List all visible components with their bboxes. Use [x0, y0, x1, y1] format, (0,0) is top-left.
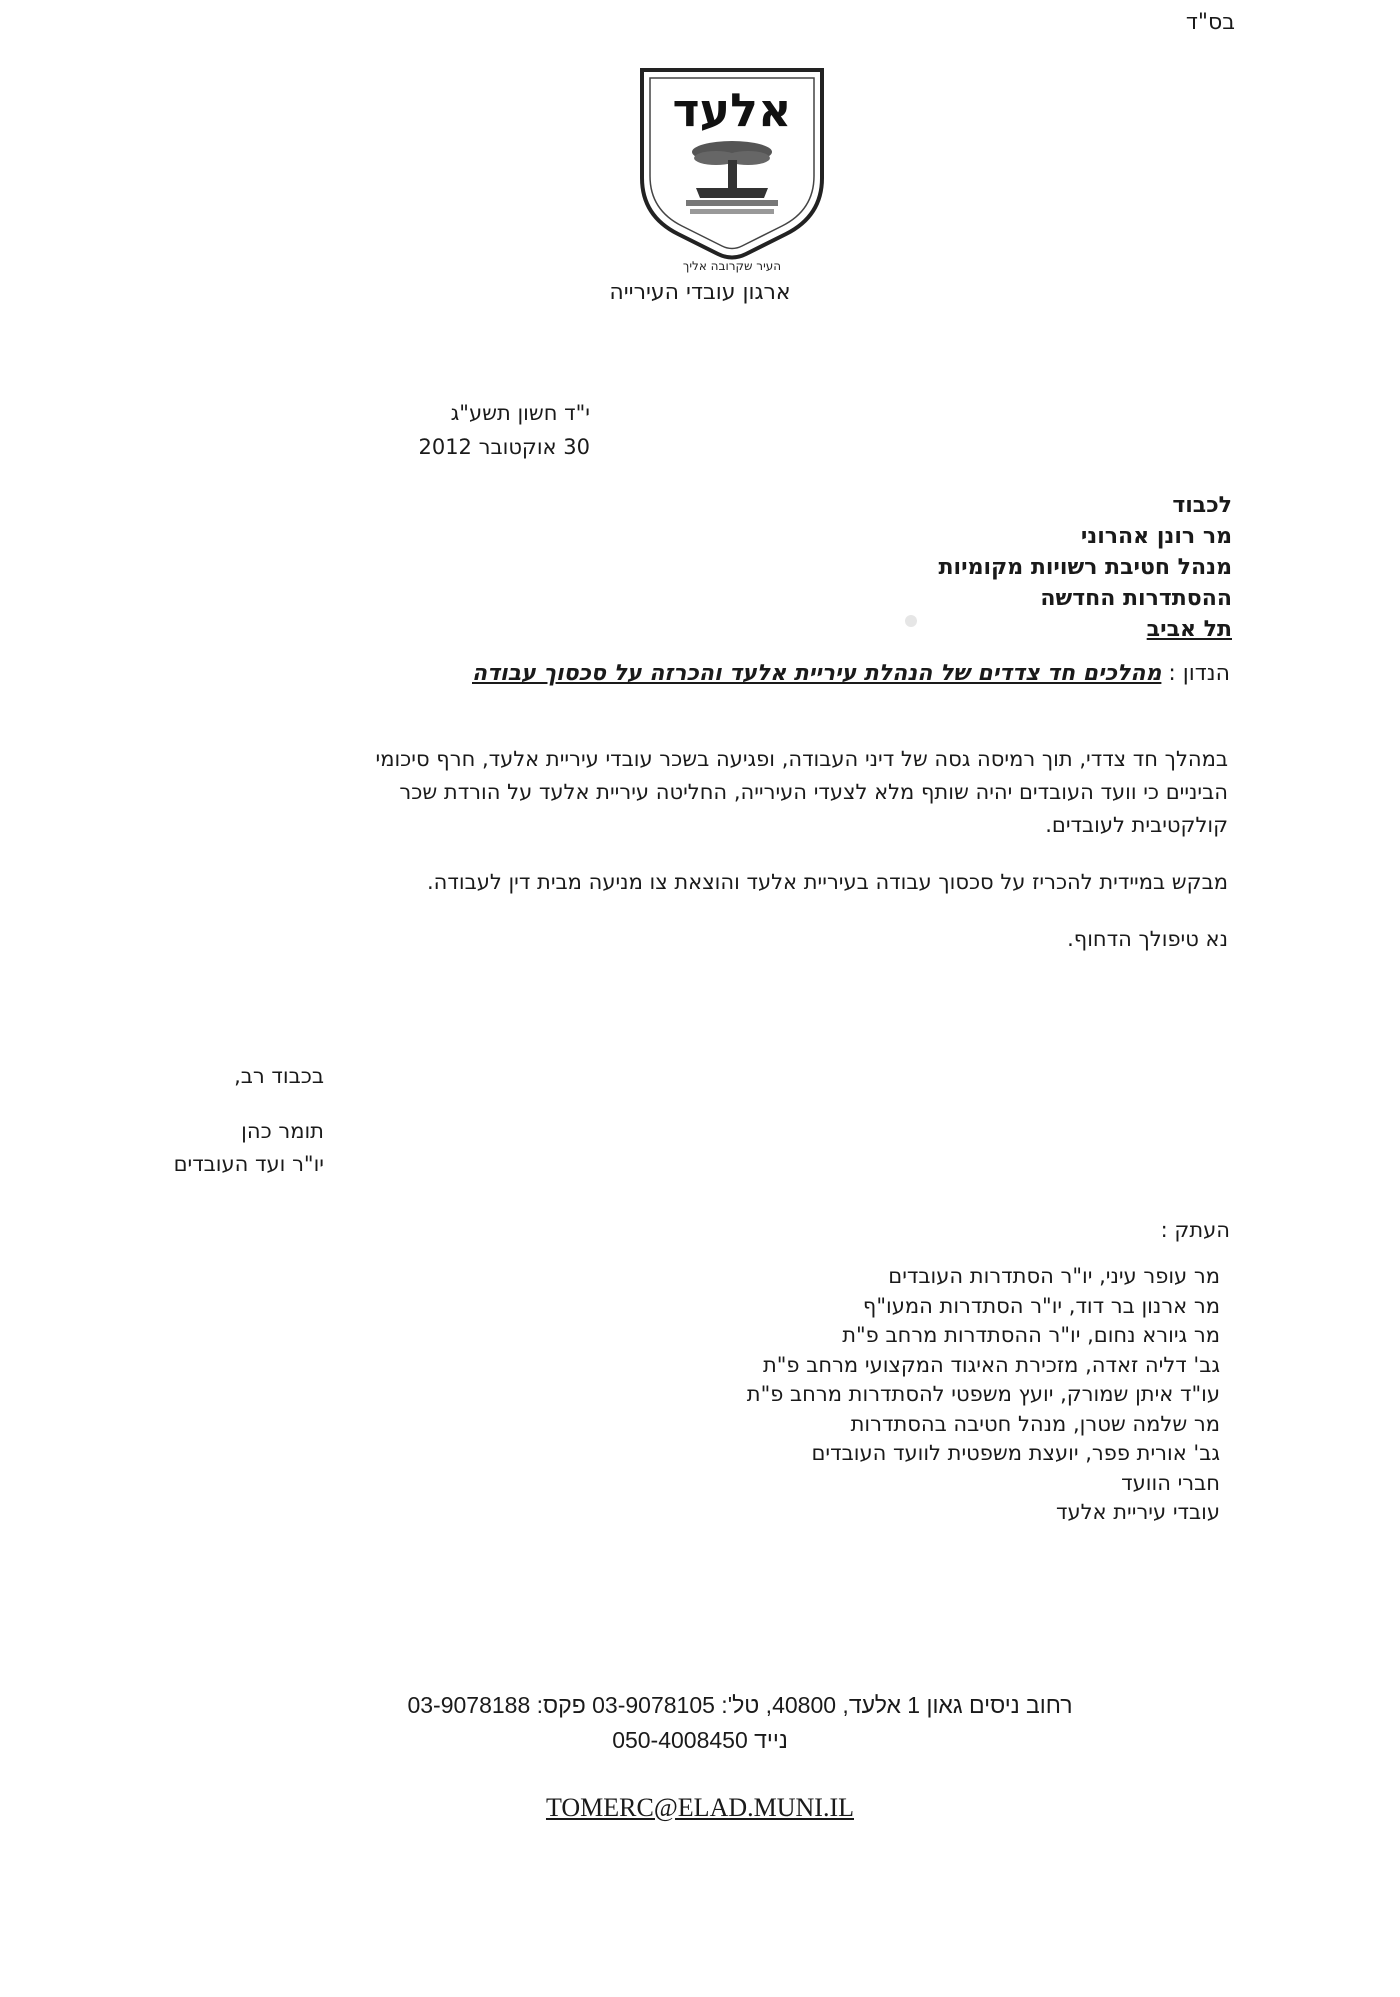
salutation: לכבוד — [1172, 493, 1232, 518]
recipient-title: מנהל חטיבת רשויות מקומיות — [938, 555, 1232, 580]
email-link[interactable]: TOMERC@ELAD.MUNI.IL — [545, 1793, 854, 1822]
footer-address: רחוב ניסים גאון 1 אלעד, 40800, טל': 03-9078105 פקס: 03-9078188 — [407, 1692, 1073, 1718]
footer-contact — [0, 1688, 1400, 1758]
closing-block — [24, 1060, 324, 1181]
body-paragraph-2: מבקש במיידית להכריז על סכסוך עבודה בעיריית אלעד והוצאת צו מניעה מבית דין לעבודה. — [426, 870, 1228, 894]
signer-name: תומר כהן — [241, 1119, 324, 1143]
cc-item: מר עופר עיני, יו"ר הסתדרות העובדים — [888, 1264, 1220, 1288]
cc-item: עובדי עיריית אלעד — [1056, 1500, 1220, 1524]
letter-body — [308, 743, 1228, 980]
elad-logo — [636, 66, 828, 274]
logo-name: אלעד — [672, 83, 792, 137]
subject-text: מהלכים חד צדדים של הנהלת עיריית אלעד והכרזה על סכסוך עבודה — [472, 661, 1162, 686]
logo-tagline: העיר שקרובה אליך — [682, 259, 782, 273]
subject-line — [230, 661, 1230, 686]
cc-item: מר ארנון בר דוד, יו"ר הסתדרות המעו"ף — [862, 1293, 1220, 1318]
cc-item: מר שלמה שטרן, מנהל חטיבה בהסתדרות — [850, 1411, 1220, 1436]
regards: בכבוד רב, — [234, 1064, 324, 1088]
recipient-block — [532, 490, 1232, 645]
subject-label: הנדון : — [1168, 661, 1230, 686]
gregorian-date: 30 אוקטובר 2012 — [418, 435, 590, 459]
recipient-org: ההסתדרות החדשה — [1040, 586, 1232, 611]
cc-item: גב' דליה זאדה, מזכירת האיגוד המקצועי מרחב פ"ת — [762, 1352, 1220, 1377]
organization-name: ארגון עובדי העירייה — [609, 280, 791, 305]
cc-item: גב' אורית פפר, יועצת משפטית לוועד העובדים — [811, 1441, 1220, 1465]
cc-item: עו"ד איתן שמורק, יועץ משפטי להסתדרות מרחב פ"ת — [746, 1382, 1220, 1406]
body-paragraph-1: במהלך חד צדדי, תוך רמיסה גסה של דיני העבודה, ופגיעה בשכר עובדי עיריית אלעד, חרף סיכומי הביניים כי וועד העובדים יהיה שותף מלא לצעדי העירייה, החליטה עיריית אלעד על הורדת שכר קולקטיבית לעובדים. — [375, 747, 1228, 837]
footer-email — [0, 1793, 1400, 1823]
hebrew-date: י"ד חשון תשע"ג — [450, 401, 590, 425]
recipient-name: מר רונן אהרוני — [1080, 524, 1232, 549]
cc-list — [520, 1262, 1220, 1528]
recipient-city: תל אביב — [1146, 617, 1232, 642]
signer-title: יו"ר ועד העובדים — [173, 1152, 324, 1176]
cc-item: חברי הוועד — [1121, 1470, 1220, 1495]
footer-mobile: נייד 050-4008450 — [612, 1727, 788, 1753]
scan-artifact — [905, 615, 917, 627]
date-block — [210, 396, 590, 464]
cc-label: העתק : — [1160, 1218, 1230, 1242]
body-paragraph-3: נא טיפולך הדחוף. — [1067, 927, 1228, 951]
cc-item: מר גיורא נחום, יו"ר ההסתדרות מרחב פ"ת — [842, 1323, 1220, 1347]
bsd-mark: בס"ד — [1185, 10, 1235, 35]
